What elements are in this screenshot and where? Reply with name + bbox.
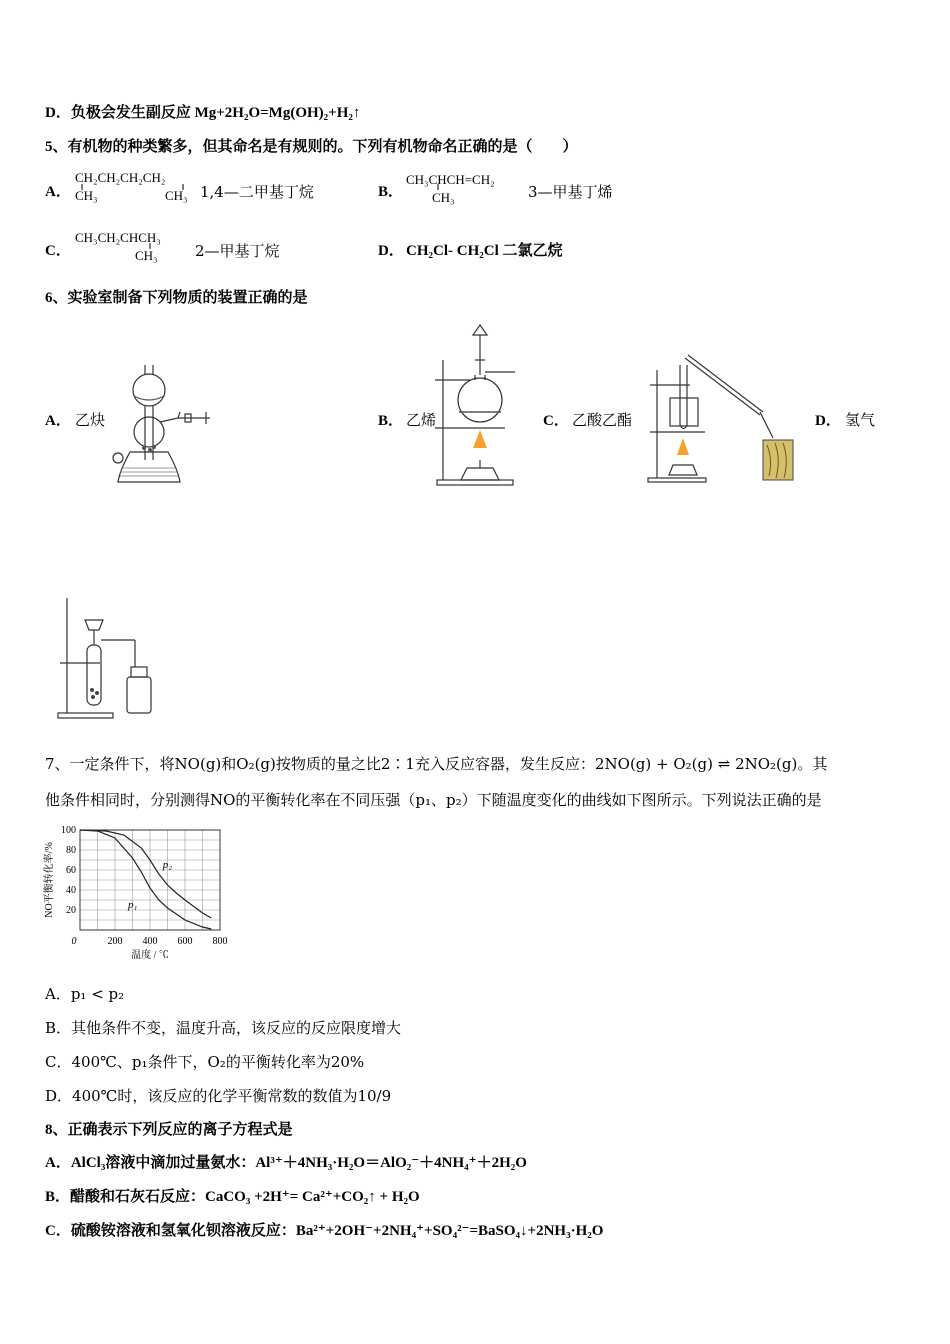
q5-option-a-name: 1,4—二甲基丁烷 <box>200 183 314 201</box>
q5-option-d-letter: D． <box>378 243 404 259</box>
apparatus-a-kipp-generator <box>100 360 220 488</box>
q5-option-b-name: 3—甲基丁烯 <box>528 183 613 201</box>
chart-y-tick-label: 40 <box>66 885 76 896</box>
apparatus-d-hydrogen-setup <box>55 595 160 720</box>
apparatus-b-ethylene-setup <box>435 320 520 488</box>
chart-x-tick-label: 0 <box>71 936 77 947</box>
q8-stem: 8、正确表示下列反应的离子方程式是 <box>45 1122 293 1138</box>
q5-a-formula-bot-left: CH₃ <box>75 188 98 203</box>
q7-stem-line1: 7、一定条件下，将NO(g)和O₂(g)按物质的量之比2∶1充入反应容器，发生反应：2NO(g) + O₂(g) ⇌ 2NO₂(g)。其 <box>45 755 828 773</box>
q7-option-c: C．400℃、p₁条件下，O₂的平衡转化率为20% <box>45 1053 365 1071</box>
q7-stem-line2: 他条件相同时，分别测得NO的平衡转化率在不同压强（p₁、p₂）下随温度变化的曲线如下图所示。下列说法正确的是 <box>45 791 822 809</box>
chart-series-label-p2: p₂ <box>162 859 173 871</box>
chart-x-tick-label: 600 <box>177 936 193 947</box>
q8-option-c: C．硫酸铵溶液和氢氧化钡溶液反应：Ba²⁺+2OH⁻+2NH₄⁺+SO₄²⁻=BaSO₄↓+2NH₃·H₂O <box>45 1223 604 1239</box>
q6-option-c-letter: C． <box>543 413 569 429</box>
apparatus-c-ethyl-acetate-setup <box>645 350 805 485</box>
q6-option-a-letter: A． <box>45 413 71 429</box>
chart-y-tick-label: 100 <box>61 825 76 836</box>
q5-stem: 5、有机物的种类繁多，但其命名是有规则的。下列有机物命名正确的是（ ） <box>45 139 578 155</box>
chart-series-line-p1 <box>80 830 211 929</box>
q5-c-formula-bot: CH₃ <box>135 248 158 263</box>
q6-stem: 6、实验室制备下列物质的装置正确的是 <box>45 290 308 306</box>
chart-x-tick-label: 400 <box>142 936 158 947</box>
q7-option-a: A．p₁ < p₂ <box>45 985 125 1003</box>
chart-y-label: NO平衡转化率/% <box>44 842 55 918</box>
q4-option-d: D．负极会发生副反应 Mg+2H₂O=Mg(OH)₂+H₂↑ <box>45 105 361 121</box>
q5-option-b-letter: B． <box>378 184 404 200</box>
q5-option-c-letter: C． <box>45 243 71 259</box>
q5-option-d-text: CH₂Cl- CH₂Cl 二氯乙烷 <box>406 243 563 259</box>
q6-option-d-letter: D． <box>815 413 841 429</box>
q7-option-b: B．其他条件不变，温度升高，该反应的反应限度增大 <box>45 1019 402 1037</box>
q8-option-b: B．醋酸和石灰石反应：CaCO₃ +2H⁺= Ca²⁺+CO₂↑ + H₂O <box>45 1189 420 1205</box>
chart-y-tick-label: 20 <box>66 905 76 916</box>
q6-option-d-name: 氢气 <box>845 411 876 429</box>
q8-option-a: A．AlCl₃溶液中滴加过量氨水：Al³⁺＋4NH₃·H₂O＝AlO₂⁻＋4NH₄⁺＋2H₂O <box>45 1155 527 1171</box>
chart-y-tick-label: 60 <box>66 865 76 876</box>
q6-option-b-letter: B． <box>378 413 404 429</box>
q5-c-formula-top: CH₃CH₂CHCH₃ <box>75 230 161 245</box>
chart-series-line-p2 <box>80 830 211 918</box>
chart-x-label: 温度 / ℃ <box>131 950 169 961</box>
chart-y-tick-label: 80 <box>66 845 76 856</box>
q7-option-d: D．400℃时，该反应的化学平衡常数的数值为10/9 <box>45 1087 392 1105</box>
q5-b-formula-top: CH₃CHCH=CH₂ <box>406 172 495 187</box>
chart-series-label-p1: p₁ <box>128 899 138 911</box>
chart-x-tick-label: 200 <box>107 936 123 947</box>
q5-option-c-name: 2—甲基丁烷 <box>195 242 280 260</box>
no-conversion-chart <box>40 820 240 960</box>
q5-b-formula-bot: CH₃ <box>432 190 455 205</box>
q6-option-b-name: 乙烯 <box>406 411 437 429</box>
q6-option-c-name: 乙酸乙酯 <box>572 411 633 429</box>
chart-x-tick-label: 800 <box>212 936 228 947</box>
q6-option-a-name: 乙炔 <box>75 411 106 429</box>
q5-a-formula-top: CH₂CH₂CH₂CH₂ <box>75 170 166 185</box>
q5-option-a-letter: A． <box>45 184 71 200</box>
q5-a-formula-bot-right: CH₃ <box>165 188 188 203</box>
